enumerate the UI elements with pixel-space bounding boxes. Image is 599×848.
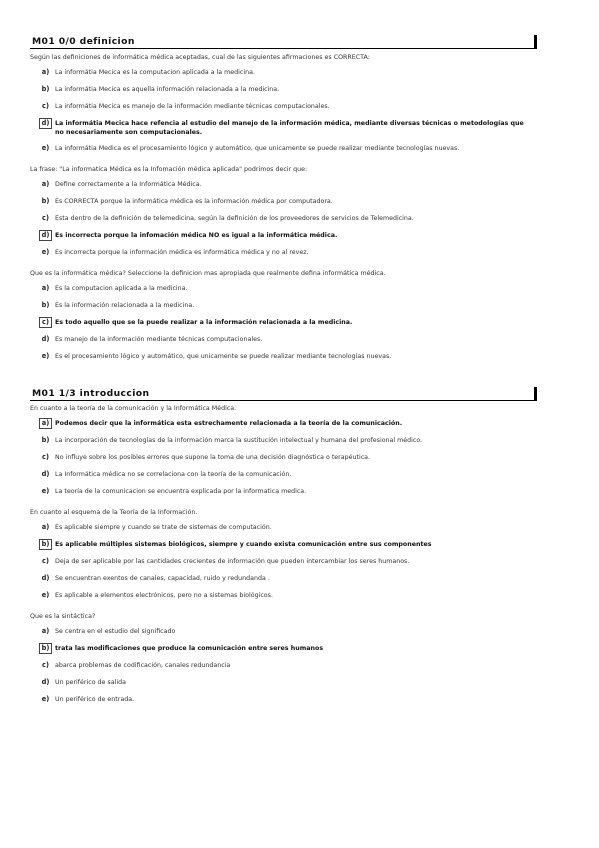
option-letter: b) — [39, 539, 52, 550]
option-b[interactable] — [40, 436, 530, 445]
options-list — [0, 180, 599, 257]
option-text: Es la computacion aplicada a la medicina. — [55, 285, 188, 292]
option-letter: a) — [39, 418, 52, 429]
option-c[interactable] — [40, 557, 530, 566]
option-d[interactable] — [40, 335, 530, 344]
option-text: No influye sobre los posibles errores que supone la toma de una decisión diagnóstica o terapéutica. — [55, 454, 371, 461]
option-letter: b) — [41, 197, 50, 205]
option-text: Podemos decir que la informática esta estrechamente relacionada a la teoría de la comunicación. — [55, 420, 403, 427]
option-text: Es la información relacionada a la medicina. — [55, 302, 195, 309]
option-d-correct[interactable] — [40, 119, 530, 137]
options-list — [0, 68, 599, 153]
section-m01-introduccion — [0, 387, 599, 704]
option-text: Un periférico de entrada. — [55, 696, 135, 703]
option-letter: b) — [39, 643, 52, 654]
option-text: Se encuentran exentos de canales, capacidad, ruido y redundanda . — [55, 575, 270, 582]
option-e[interactable] — [40, 695, 530, 704]
option-text: abarca problemas de codificación, canales redundancia — [55, 662, 231, 669]
options-list — [0, 523, 599, 600]
option-letter: c) — [42, 453, 49, 461]
question-text: Según las definiciones de informática médica aceptadas, cual de las siguientes afirmaciones es CORRECTA: — [30, 54, 370, 61]
option-text: Es incorrecta porque la infomación médica NO es igual a la informática médica. — [55, 232, 338, 239]
option-letter: e) — [41, 487, 50, 495]
option-text: La informátia Medica es el procesamiento lógico y automático, que unicamente se puede realizar mediante tecnologías nuevas. — [55, 145, 460, 152]
option-d[interactable] — [40, 574, 530, 583]
options-list — [0, 627, 599, 704]
option-e[interactable] — [40, 352, 530, 361]
option-text: La informátia Mecica hace refencia al estudio del manejo de la información médica, mediante diversas técnicas o metodologías que no necesariamente son computacionales. — [55, 120, 524, 136]
option-letter: c) — [42, 214, 49, 222]
question-block — [0, 165, 599, 257]
option-letter: d) — [41, 678, 50, 686]
option-text: Es CORRECTA porque la informática médica es la información médica por computadora. — [55, 198, 333, 205]
option-letter: a) — [41, 68, 50, 76]
option-text: La teoría de la comunicacion se encuentra explicada por la informatica medica. — [55, 488, 307, 495]
option-letter: e) — [41, 248, 50, 256]
option-b-correct[interactable] — [40, 644, 530, 653]
question-text: En cuanto al esquema de la Teoría de la Información. — [30, 509, 198, 516]
option-b[interactable] — [40, 197, 530, 206]
option-letter: e) — [41, 352, 50, 360]
option-text: Es aplicable múltiples sistemas biológicos, siempre y cuando exista comunicación entre sus componentes — [55, 541, 432, 548]
option-a[interactable] — [40, 284, 530, 293]
option-e[interactable] — [40, 487, 530, 496]
question-text: Que es la sintáctica? — [30, 613, 96, 620]
option-letter: e) — [41, 591, 50, 599]
option-letter: d) — [39, 230, 52, 241]
option-c[interactable] — [40, 214, 530, 223]
option-letter: a) — [41, 627, 50, 635]
option-text: Es aplicable siempre y cuando se trate de sistemas de computación. — [55, 524, 272, 531]
option-letter: a) — [41, 523, 50, 531]
option-letter: b) — [41, 85, 50, 93]
option-letter: d) — [39, 118, 52, 129]
options-list — [0, 284, 599, 361]
option-text: Deja de ser aplicable por las cantidades crecientes de información que pueden intercambiar los seres humanos. — [55, 558, 410, 565]
question-block — [0, 269, 599, 361]
option-a-correct[interactable] — [40, 419, 530, 428]
option-a[interactable] — [40, 68, 530, 77]
option-letter: b) — [41, 436, 50, 444]
option-letter: d) — [41, 574, 50, 582]
question-block — [0, 53, 599, 153]
option-letter: c) — [39, 317, 52, 328]
question-block — [0, 508, 599, 600]
option-letter: d) — [41, 335, 50, 343]
option-text: Esta dentro de la definición de telemedicina, según la definición de los proveedores de servicios de Telemedicina. — [55, 215, 414, 222]
option-text: Es el procesamiento lógico y automático, que unicamente se puede realizar mediante tecnologías nuevas. — [55, 353, 392, 360]
option-letter: c) — [42, 102, 49, 110]
option-text: La incorporación de tecnologías de la información marca la sustitución intelectual y humana del profesional médico. — [55, 437, 423, 444]
options-list — [0, 419, 599, 496]
option-text: Se centra en el estudio del significado — [55, 628, 176, 635]
option-e[interactable] — [40, 144, 530, 153]
option-letter: c) — [42, 661, 49, 669]
option-c[interactable] — [40, 453, 530, 462]
option-letter: b) — [41, 301, 50, 309]
option-text: Define correctamente a la Informática Médica. — [55, 181, 202, 188]
question-text: Que es la informática médica? Seleccione la definicion mas apropiada que realmente defina informática médica. — [30, 270, 386, 277]
option-text: Es todo aquello que se la puede realizar a la información relacionada a la medicina. — [55, 319, 353, 326]
option-letter: a) — [41, 284, 50, 292]
option-e[interactable] — [40, 591, 530, 600]
option-b[interactable] — [40, 85, 530, 94]
option-b-correct[interactable] — [40, 540, 530, 549]
option-d[interactable] — [40, 678, 530, 687]
section-title: M01 1/3 introduccion — [32, 388, 150, 399]
option-c[interactable] — [40, 102, 530, 111]
option-letter: e) — [41, 695, 50, 703]
option-text: La informátia Mecica es manejo de la información mediante técnicas computacionales. — [55, 103, 330, 110]
option-a[interactable] — [40, 180, 530, 189]
section-m01-definicion — [0, 35, 599, 361]
option-c[interactable] — [40, 661, 530, 670]
option-e[interactable] — [40, 248, 530, 257]
option-text: Es aplicable a elementos electrónicos, pero no a sistemas biológicos. — [55, 592, 273, 599]
section-title-bar — [30, 35, 534, 49]
option-a[interactable] — [40, 523, 530, 532]
question-block — [0, 612, 599, 704]
section-title: M01 0/0 definicion — [32, 36, 135, 47]
question-text: En cuanto a la teoría de la comunicación y la Informática Médica. — [30, 405, 237, 412]
question-block — [0, 404, 599, 496]
option-text: La informátia Mecica es la computacion aplicada a la medicina. — [55, 69, 255, 76]
option-letter: d) — [41, 470, 50, 478]
option-letter: a) — [41, 180, 50, 188]
option-text: La Informática médica no se correlaciona con la teoría de la comunicación. — [55, 471, 292, 478]
option-text: La informátia Mecica es aquella información relacionada a la medicina. — [55, 86, 280, 93]
option-d-correct[interactable] — [40, 231, 530, 240]
option-text: Es manejo de la información mediante técnicas computacionales. — [55, 336, 263, 343]
option-text: Es incorrecta porque la información médica es informática médica y no al revez. — [55, 249, 309, 256]
option-c-correct[interactable] — [40, 318, 530, 327]
question-text: La frase: "La informatica Médica es la Infomación médica aplicada" podrimos decir que: — [30, 166, 308, 173]
option-letter: c) — [42, 557, 49, 565]
option-text: Un periférico de salida — [55, 679, 126, 686]
option-text: trata las modificaciones que produce la comunicación entre seres humanos — [55, 645, 324, 652]
option-a[interactable] — [40, 627, 530, 636]
option-letter: e) — [41, 144, 50, 152]
section-title-bar — [30, 387, 534, 401]
option-d[interactable] — [40, 470, 530, 479]
option-b[interactable] — [40, 301, 530, 310]
